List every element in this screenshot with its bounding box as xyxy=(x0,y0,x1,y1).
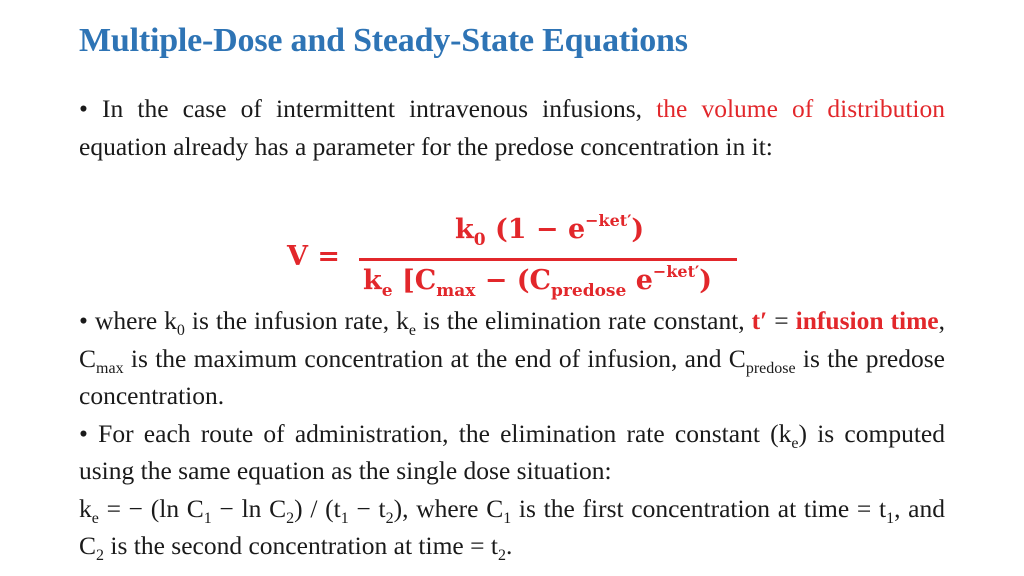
formula-token: e xyxy=(626,265,653,296)
volume-formula xyxy=(287,208,747,304)
fraction-bar xyxy=(359,258,737,261)
formula-subscript: e xyxy=(381,281,393,301)
text-run: For each route of administration, the elimination rate constant (k xyxy=(87,418,792,448)
text-run: equation already has a parameter for the predose concentration in it: xyxy=(79,131,773,161)
bullet: • xyxy=(79,306,88,335)
subscript: 2 xyxy=(286,509,295,527)
text-run: − ln C xyxy=(211,493,287,523)
highlight-volume-of-distribution: the volume of distribution xyxy=(656,94,945,123)
subscript: 0 xyxy=(176,322,185,339)
formula-token: − (C xyxy=(475,265,552,296)
text-run: ) is computed using the same equation as the single dose situation: xyxy=(79,418,945,485)
text-run: k xyxy=(79,493,92,523)
bullet: • xyxy=(79,94,88,123)
formula-subscript: 0 xyxy=(473,230,486,250)
text-run: − t xyxy=(348,493,386,523)
formula-numerator xyxy=(455,211,645,250)
slide-title: Multiple-Dose and Steady-State Equations xyxy=(79,22,688,59)
formula-token: k xyxy=(363,265,382,296)
text-run: = xyxy=(767,306,796,335)
subscript: 2 xyxy=(385,509,394,527)
text-run: is the elimination rate constant, xyxy=(415,306,752,335)
subscript: e xyxy=(791,434,799,452)
formula-token: ) xyxy=(631,214,645,245)
text-run: ), where C xyxy=(393,493,504,523)
paragraph-definitions xyxy=(79,302,945,565)
subscript: max xyxy=(96,359,124,377)
text-run: is the infusion rate, k xyxy=(184,306,409,335)
text-run: , and C xyxy=(79,493,945,560)
highlight-infusion-time: infusion time xyxy=(795,306,939,335)
formula-token: k xyxy=(455,214,474,245)
text-run: is the maximum concentration at the end of infusion, and C xyxy=(123,343,746,373)
text-run: is the second concentration at time = t xyxy=(104,531,498,560)
subscript: 2 xyxy=(96,547,105,564)
subscript: 2 xyxy=(497,547,506,564)
text-run: In the case of intermittent intravenous infusions, xyxy=(87,94,657,123)
formula-exponent: −ket′ xyxy=(652,262,700,281)
t-prime-symbol: t′ xyxy=(751,306,768,335)
subscript: e xyxy=(91,509,99,527)
text-run: is the first concentration at time = t xyxy=(511,493,887,523)
formula-token: ) xyxy=(699,265,712,296)
subscript: 1 xyxy=(886,509,895,527)
text-run: is the predose concentration. xyxy=(79,343,945,410)
subscript: 1 xyxy=(503,509,512,527)
text-run: . xyxy=(505,531,513,560)
subscript: 1 xyxy=(203,509,212,527)
formula-token: [C xyxy=(392,265,437,296)
text-run: , C xyxy=(79,306,945,373)
formula-subscript: predose xyxy=(551,281,627,301)
subscript: predose xyxy=(745,359,796,377)
formula-token: (1 − e xyxy=(485,214,586,245)
text-run: where k xyxy=(87,306,177,335)
text-run: ) / (t xyxy=(294,493,341,523)
formula-exponent: −ket′ xyxy=(585,211,632,230)
bullet: • xyxy=(79,418,88,448)
formula-subscript: max xyxy=(436,281,476,301)
formula-lhs: V = xyxy=(287,241,340,272)
paragraph-intro xyxy=(79,90,945,165)
text-run: = − (ln C xyxy=(98,493,204,523)
subscript: 1 xyxy=(340,509,349,527)
formula-denominator xyxy=(363,262,712,301)
subscript: e xyxy=(408,322,416,339)
